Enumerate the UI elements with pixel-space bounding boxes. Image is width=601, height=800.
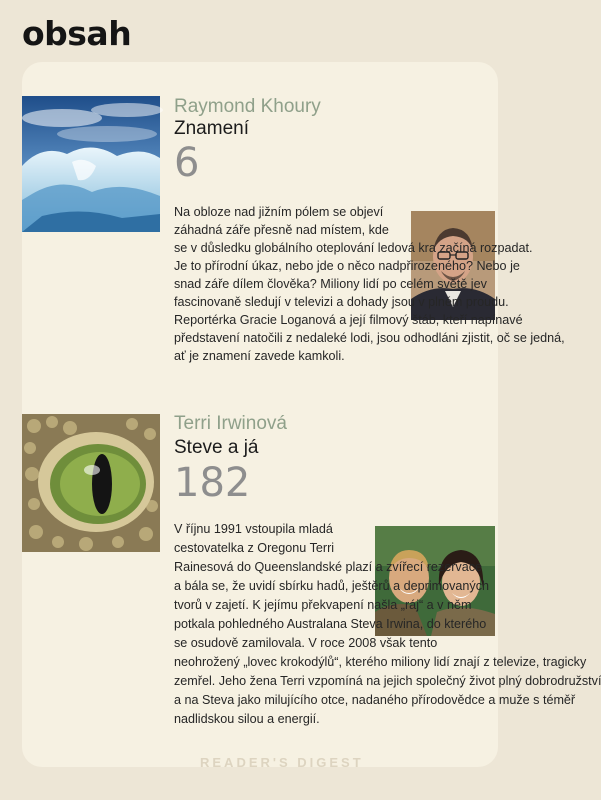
body-text-line: Rainesová do Queenslandské plazí a zvířecí rezervace	[174, 560, 483, 574]
body-text-line: Reportérka Gracie Loganová a její filmový štáb, kteří napínavé	[174, 313, 523, 327]
body-text-line: fascinovaně sledují v televizi a dohady jsou v plném proudu.	[174, 295, 509, 309]
body-text-line: ať je znamení zavede kamkoli.	[174, 349, 345, 363]
watermark: READER'S DIGEST	[200, 755, 364, 770]
article-author: Raymond Khoury	[174, 96, 321, 117]
body-text-line: snad záře dílem člověka? Miliony lidí po celém světě jev	[174, 277, 487, 291]
page-title: obsah	[22, 14, 132, 53]
article-page-number[interactable]: 182	[174, 460, 251, 506]
body-text-line: nadlidskou silou a energií.	[174, 712, 320, 726]
body-text-line: neohrožený „lovec krokodýlů“, kterého miliony lidí znají z televize, tragicky	[174, 655, 587, 669]
body-text-line: a na Steva jako milujícího otce, nadaného přírodovědce a muže s téměř	[174, 693, 576, 707]
article-page-number[interactable]: 6	[174, 140, 200, 186]
body-text-line: a bála se, že uvidí sbírku hadů, ještěrů a deprimovaných	[174, 579, 490, 593]
body-text-line: potkala pohledného Australana Steva Irwina, do kterého	[174, 617, 487, 631]
body-text-line: Na obloze nad jižním pólem se objeví	[174, 205, 384, 219]
body-text-line: se osudově zamilovala. V roce 2008 však tento	[174, 636, 438, 650]
article-title[interactable]: Steve a já	[174, 437, 259, 458]
body-text-line: záhadná záře přesně nad místem, kde	[174, 223, 389, 237]
article-author: Terri Irwinová	[174, 413, 287, 434]
body-text-line: tvorů v zajetí. K jejímu překvapení našla „ráj“ a v něm	[174, 598, 472, 612]
body-text-line: představení natočili z nedaleké lodi, jsou odhodláni zjistit, oč se jedná,	[174, 331, 565, 345]
body-text-line: V říjnu 1991 vstoupila mladá	[174, 522, 333, 536]
article-title[interactable]: Znamení	[174, 118, 249, 139]
crocodile-eye-photo	[22, 414, 160, 552]
iceberg-photo	[22, 96, 160, 232]
body-text-line: se v důsledku globálního oteplování ledová kra začíná rozpadat.	[174, 241, 533, 255]
body-text-line: cestovatelka z Oregonu Terri	[174, 541, 335, 555]
body-text-line: Je to přírodní úkaz, nebo jde o něco nadpřirozeného? Nebo je	[174, 259, 520, 273]
body-text-line: zemřel. Jeho žena Terri vzpomíná na jejich společný život plný dobrodružství	[174, 674, 601, 688]
